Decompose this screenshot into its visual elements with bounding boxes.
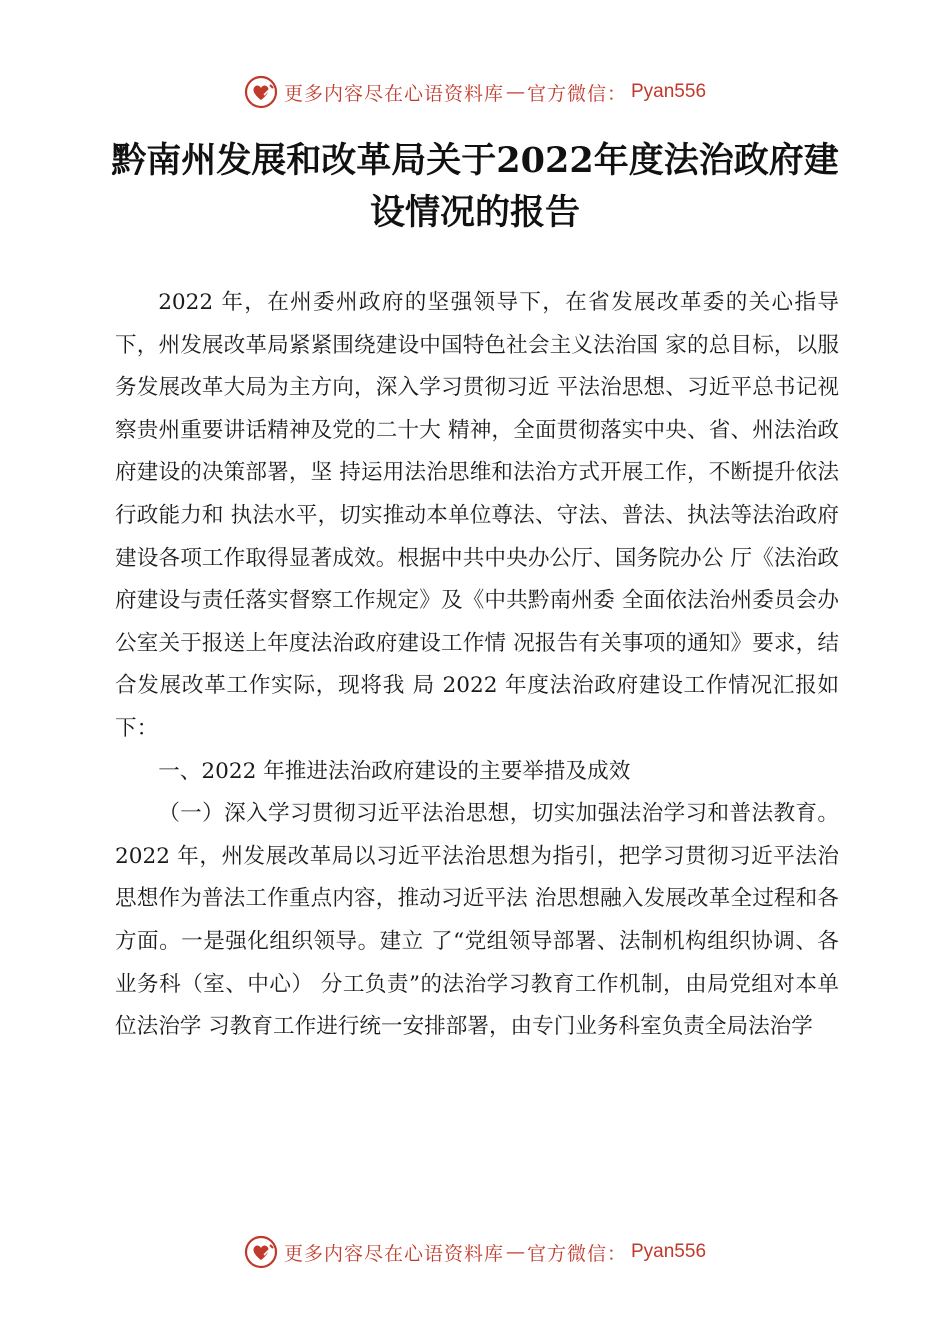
banner-handle: Pyan556 <box>631 1241 707 1262</box>
banner-separator: — <box>505 1241 525 1263</box>
footer-banner <box>0 1232 950 1272</box>
heart-pen-logo-icon <box>244 75 278 109</box>
header-banner <box>0 72 950 112</box>
heart-pen-logo-icon <box>244 1235 278 1269</box>
document-body <box>115 282 839 1049</box>
banner-label: 官方微信： <box>526 1242 627 1265</box>
banner-separator: — <box>505 81 525 103</box>
document-title: 黔南州发展和改革局关于2022年度法治政府建设情况的报告 <box>111 140 839 233</box>
paragraph-section-1: （一）深入学习贯彻习近平法治思想，切实加强法治学习和普法教育。2022 年，州发展改革局以习近平法治思想为指引，把学习贯彻习近平法治思想作为普法工作重点内容，推动习近平法 治思想融入发展改革全过程和各方面。一是强化组织领导。建立 了“党组领导部署、法制机构组织协调、各业务科（室、中心） 分工负责”的法治学习教育工作机制，由局党组对本单位法治学 习教育工作进行统一安排部署，由专门业务科室负责全局法治学 <box>115 801 839 1040</box>
banner-handle: Pyan556 <box>631 81 707 102</box>
banner-text: 更多内容尽在心语资料库 <box>283 1242 504 1265</box>
section-heading: 一、2022 年推进法治政府建设的主要举措及成效 <box>158 758 631 784</box>
paragraph-intro: 2022 年，在州委州政府的坚强领导下，在省发展改革委的关心指导下，州发展改革局紧紧围绕建设中国特色社会主义法治国 家的总目标，以服务发展改革大局为主方向，深入学习贯彻习近 平法治思想、习近平总书记视察贵州重要讲话精神及党的二十大 精神，全面贯彻落实中央、省、州法治政府建设的决策部署，坚 持运用法治思维和法治方式开展工作，不断提升依法行政能力和 执法水平，切实推动本单位尊法、守法、普法、执法等法治政府 建设各项工作取得显著成效。根据中共中央办公厅、国务院办公 厅《法治政府建设与责任落实督察工作规定》及《中共黔南州委 全面依法治州委员会办公室关于报送上年度法治政府建设工作情 况报告有关事项的通知》要求，结合发展改革工作实际，现将我 局 2022 年度法治政府建设工作情况汇报如下： <box>115 290 839 741</box>
banner-text: 更多内容尽在心语资料库 <box>283 82 504 105</box>
banner-label: 官方微信： <box>526 82 627 105</box>
